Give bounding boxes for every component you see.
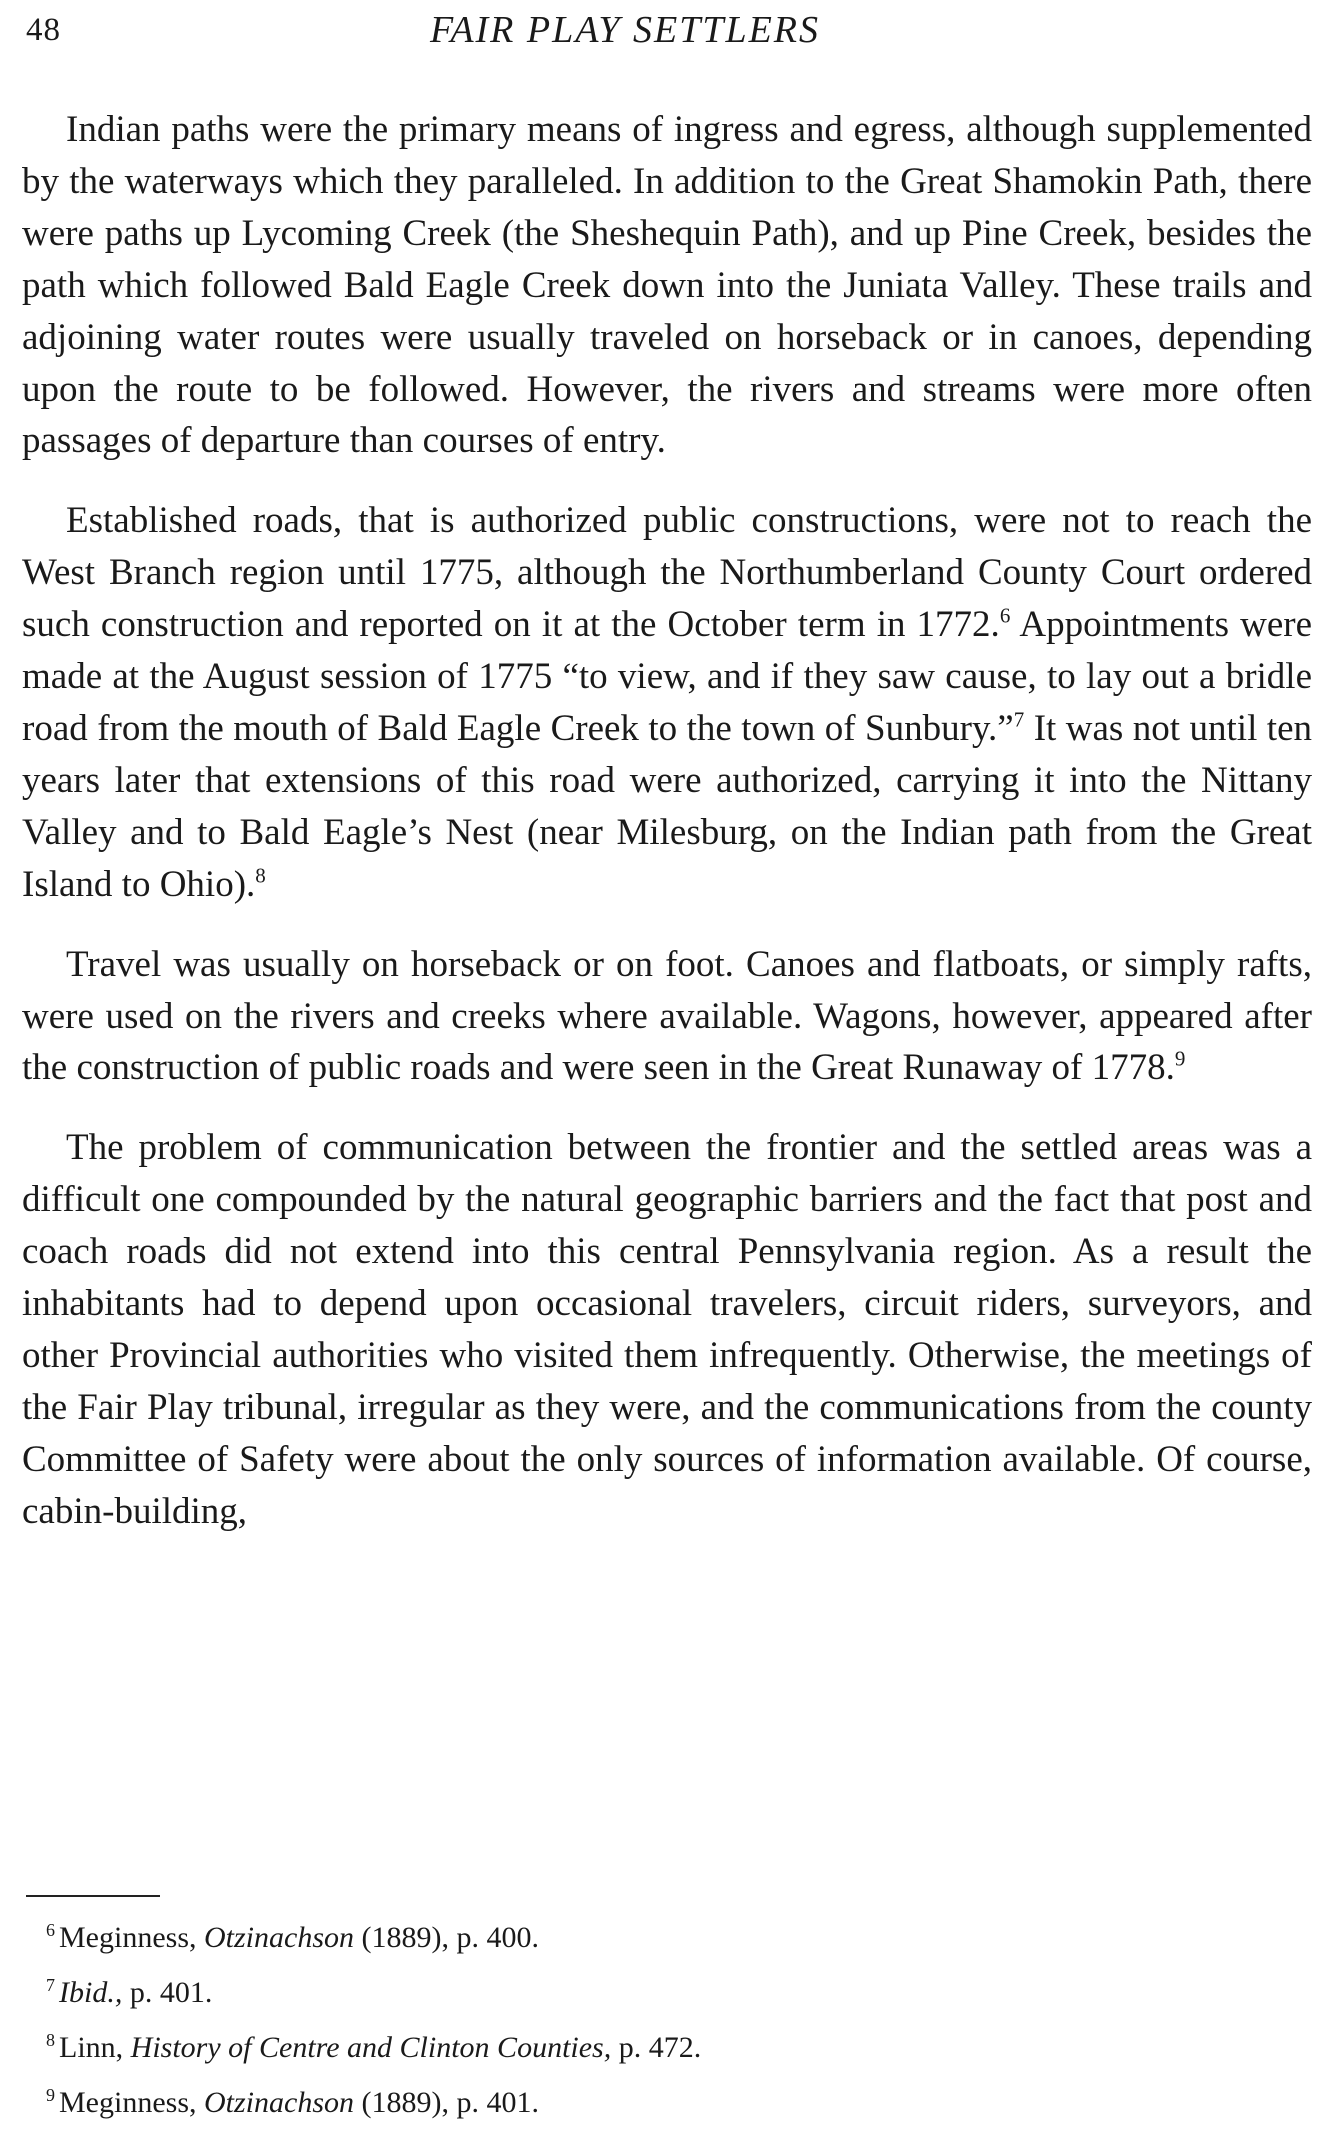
paragraph-established-roads: [22, 495, 1312, 910]
footnote-title: History of Centre and Clinton Counties,: [130, 2031, 612, 2064]
footnote-reference: 6: [999, 603, 1011, 628]
running-title: FAIR PLAY SETTLERS: [430, 9, 821, 51]
footnote-citation: p. 472.: [618, 2031, 702, 2064]
footnote-citation: (1889), p. 401.: [361, 2086, 539, 2119]
footnote-author: Linn,: [59, 2031, 124, 2064]
footnote-author: Meginness,: [59, 1921, 197, 1954]
footnote-reference: 7: [1013, 707, 1025, 732]
paragraph-communication: The problem of communication between the frontier and the settled areas was a difficult one compounded by the natural geographic barriers and the fact that post and coach roads did not extend into this central Pennsylvania region. As a result the inhabitants had to depend upon occasional travelers, circuit riders, surveyors, and other Provincial authorities who visited them infrequently. Otherwise, the meetings of the Fair Play tribunal, irregular as they were, and the communications from the county Committee of Safety were about the only sources of information available. Of course, cabin-building,: [22, 1127, 1312, 1532]
paragraph-text-segment: Appointments were made at the August session of 1775 “to view, and if they saw cause, to lay out a bridle road from the mouth of Bald Eagle Creek to the town of Sunbury.”: [22, 604, 1312, 749]
body-text: [22, 104, 1312, 1538]
footnote-title: Ibid.,: [59, 1976, 123, 2009]
footnote-reference: 8: [255, 863, 266, 888]
footnote-citation: (1889), p. 400.: [361, 1921, 539, 1954]
footnote: [46, 1973, 1246, 2013]
footnote-citation: p. 401.: [129, 1976, 213, 2009]
footnote: [46, 1918, 1246, 1958]
footnote: [46, 2028, 1246, 2068]
footnote: [46, 2083, 1246, 2123]
footnote-divider: [26, 1895, 160, 1897]
footnote-title: Otzinachson: [204, 2086, 354, 2119]
footnote-title: Otzinachson: [204, 1921, 354, 1954]
paragraph-indian-paths: Indian paths were the primary means of ingress and egress, although supplemented by the waterways which they paralleled. In addition to the Great Shamokin Path, there were paths up Lycoming Creek (the Sheshequin Path), and up Pine Creek, besides the path which followed Bald Eagle Creek down into the Juniata Valley. These trails and adjoining water routes were usually traveled on horseback or in canoes, depending upon the route to be followed. However, the rivers and streams were more often passages of departure than courses of entry.: [22, 109, 1312, 462]
paragraph-text-segment: Established roads, that is authorized public constructions, were not to reach the West Branch region until 1775, although the Northumberland County Court ordered such construction and reported on it at the October term in 1772.: [22, 500, 1312, 646]
footnote-reference: 9: [1174, 1047, 1186, 1072]
running-head: [26, 8, 1326, 58]
footnote-number: 9: [46, 2085, 55, 2105]
footnote-number: 6: [46, 1920, 55, 1940]
paragraph-text-segment: Travel was usually on horseback or on foot. Canoes and flatboats, or simply rafts, were used on the rivers and creeks where available. Wagons, however, appeared after the construction of public roads and were seen in the Great Runaway of 1778.: [22, 943, 1312, 1089]
page-number: 48: [26, 12, 61, 48]
footnote-number: 7: [46, 1975, 55, 1995]
paragraph-travel: [22, 939, 1312, 1095]
footnote-author: Meginness,: [59, 2086, 197, 2119]
footnotes: [46, 1918, 1246, 2138]
paragraph-text-segment: It was not until ten years later that extensions of this road were authorized, carrying it into the Nittany Valley and to Bald Eagle’s Nest (near Milesburg, on the Indian path from the Great Island to Ohio).: [22, 707, 1313, 905]
footnote-number: 8: [46, 2030, 55, 2050]
